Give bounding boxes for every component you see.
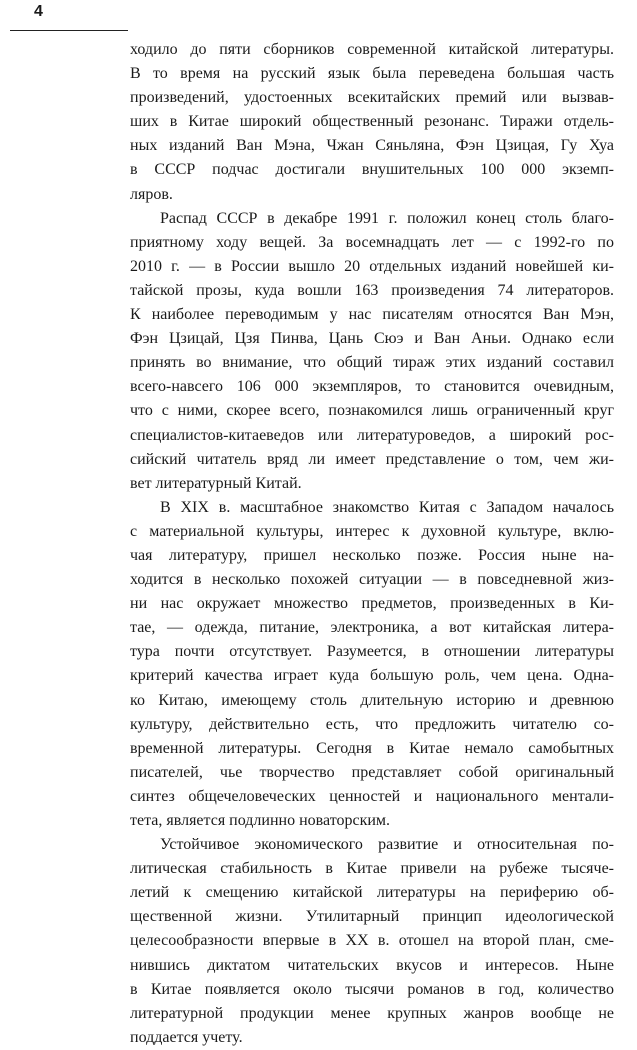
text-line: тайской прозы, куда вошли 163 произведения 74 литераторов. <box>130 281 614 299</box>
text-line: ших в Китае широкий общественный резонанс. Тиражи отдель- <box>130 113 614 131</box>
text-line: ни нас окружает множество предметов, произведенных в Ки- <box>130 595 614 613</box>
text-line: В то время на русский язык была переведена большая часть <box>130 65 614 83</box>
text-line: всего-навсего 106 000 экземпляров, то становится очевидным, <box>130 378 614 396</box>
text-line: целесообразности впервые в XX в. отошел на второй план, сме- <box>130 932 614 950</box>
text-line: чая литературу, пришел несколько позже. Россия ныне на- <box>130 546 614 564</box>
text-line: литературной продукции менее крупных жанров вообще не <box>130 1004 614 1022</box>
text-line: критерий качества играет куда большую роль, чем цена. Одна- <box>130 667 614 685</box>
text-line: сийский читатель вряд ли имеет представление о том, чем жи- <box>130 450 614 468</box>
text-line: что с ними, скорее всего, познакомился лишь ограниченный круг <box>130 402 614 420</box>
paragraph <box>130 207 614 496</box>
paragraph <box>130 833 614 1050</box>
text-line: произведений, удостоенных всекитайских премий или вызвав- <box>130 89 614 107</box>
text-line: в СССР подчас достигали внушительных 100 000 экземп- <box>130 161 614 179</box>
text-line: щественной жизни. Утилитарный принцип идеологической <box>130 908 614 926</box>
text-line: поддается учету. <box>130 1028 243 1046</box>
text-line: Фэн Цзицай, Цзя Пинва, Цань Сюэ и Ван Аньи. Однако если <box>130 330 614 348</box>
page-header <box>10 0 128 31</box>
text-line: временной литературы. Сегодня в Китае немало самобытных <box>130 739 614 757</box>
text-line: К наиболее переводимым у нас писателям относятся Ван Мэн, <box>130 306 614 324</box>
text-line: ходится в несколько похожей ситуации — в повседневной жиз- <box>130 571 614 589</box>
text-line: Устойчивое экономического развитие и относительная по- <box>160 836 614 854</box>
text-line: литическая стабильность в Китае привели на рубеже тысяче- <box>130 860 614 878</box>
page-number: 4 <box>34 3 43 20</box>
text-line: с материальной культуры, интерес к духовной культуре, вклю- <box>130 522 614 540</box>
paragraph <box>130 496 614 833</box>
text-line: приятному ходу вещей. За восемнадцать лет — с 1992-го по <box>130 233 614 251</box>
text-line: вет литературный Китай. <box>130 474 302 492</box>
text-line: тета, является подлинно новаторским. <box>130 812 391 829</box>
text-line: В XIX в. масштабное знакомство Китая с Западом началось <box>160 498 614 516</box>
text-line: синтез общечеловеческих ценностей и национального ментали- <box>130 787 614 805</box>
text-line: специалистов-китаеведов или литературоведов, а широкий рос- <box>130 426 614 444</box>
body-text <box>130 38 614 1050</box>
text-line: летий к смещению китайской литературы на периферию об- <box>130 884 614 902</box>
text-line: ко Китаю, имеющему столь длительную историю и древнюю <box>130 691 614 709</box>
text-line: нившись диктатом читательских вкусов и интересов. Ныне <box>130 956 614 974</box>
text-line: ходило до пяти сборников современной китайской литературы. <box>130 41 614 58</box>
text-line: писателей, чье творчество представляет собой оригинальный <box>130 763 614 781</box>
text-line: ляров. <box>130 185 173 203</box>
text-line: ных изданий Ван Мэна, Чжан Сяньляна, Фэн Цзицая, Гу Хуа <box>130 137 614 155</box>
text-line: 2010 г. — в России вышло 20 отдельных изданий новейшей ки- <box>130 257 614 275</box>
text-line: культуру, действительно есть, что предложить читателю со- <box>130 715 614 733</box>
text-line: принять во внимание, что общий тираж этих изданий составил <box>130 354 614 372</box>
text-line: тура почти отсутствует. Разумеется, в отношении литературы <box>130 643 614 661</box>
text-line: Распад СССР в декабре 1991 г. положил конец столь благо- <box>160 209 614 227</box>
paragraph <box>130 38 614 207</box>
text-line: в Китае появляется около тысячи романов в год, количество <box>130 980 614 998</box>
text-line: тае, — одежда, питание, электроника, а вот китайская литера- <box>130 619 614 637</box>
